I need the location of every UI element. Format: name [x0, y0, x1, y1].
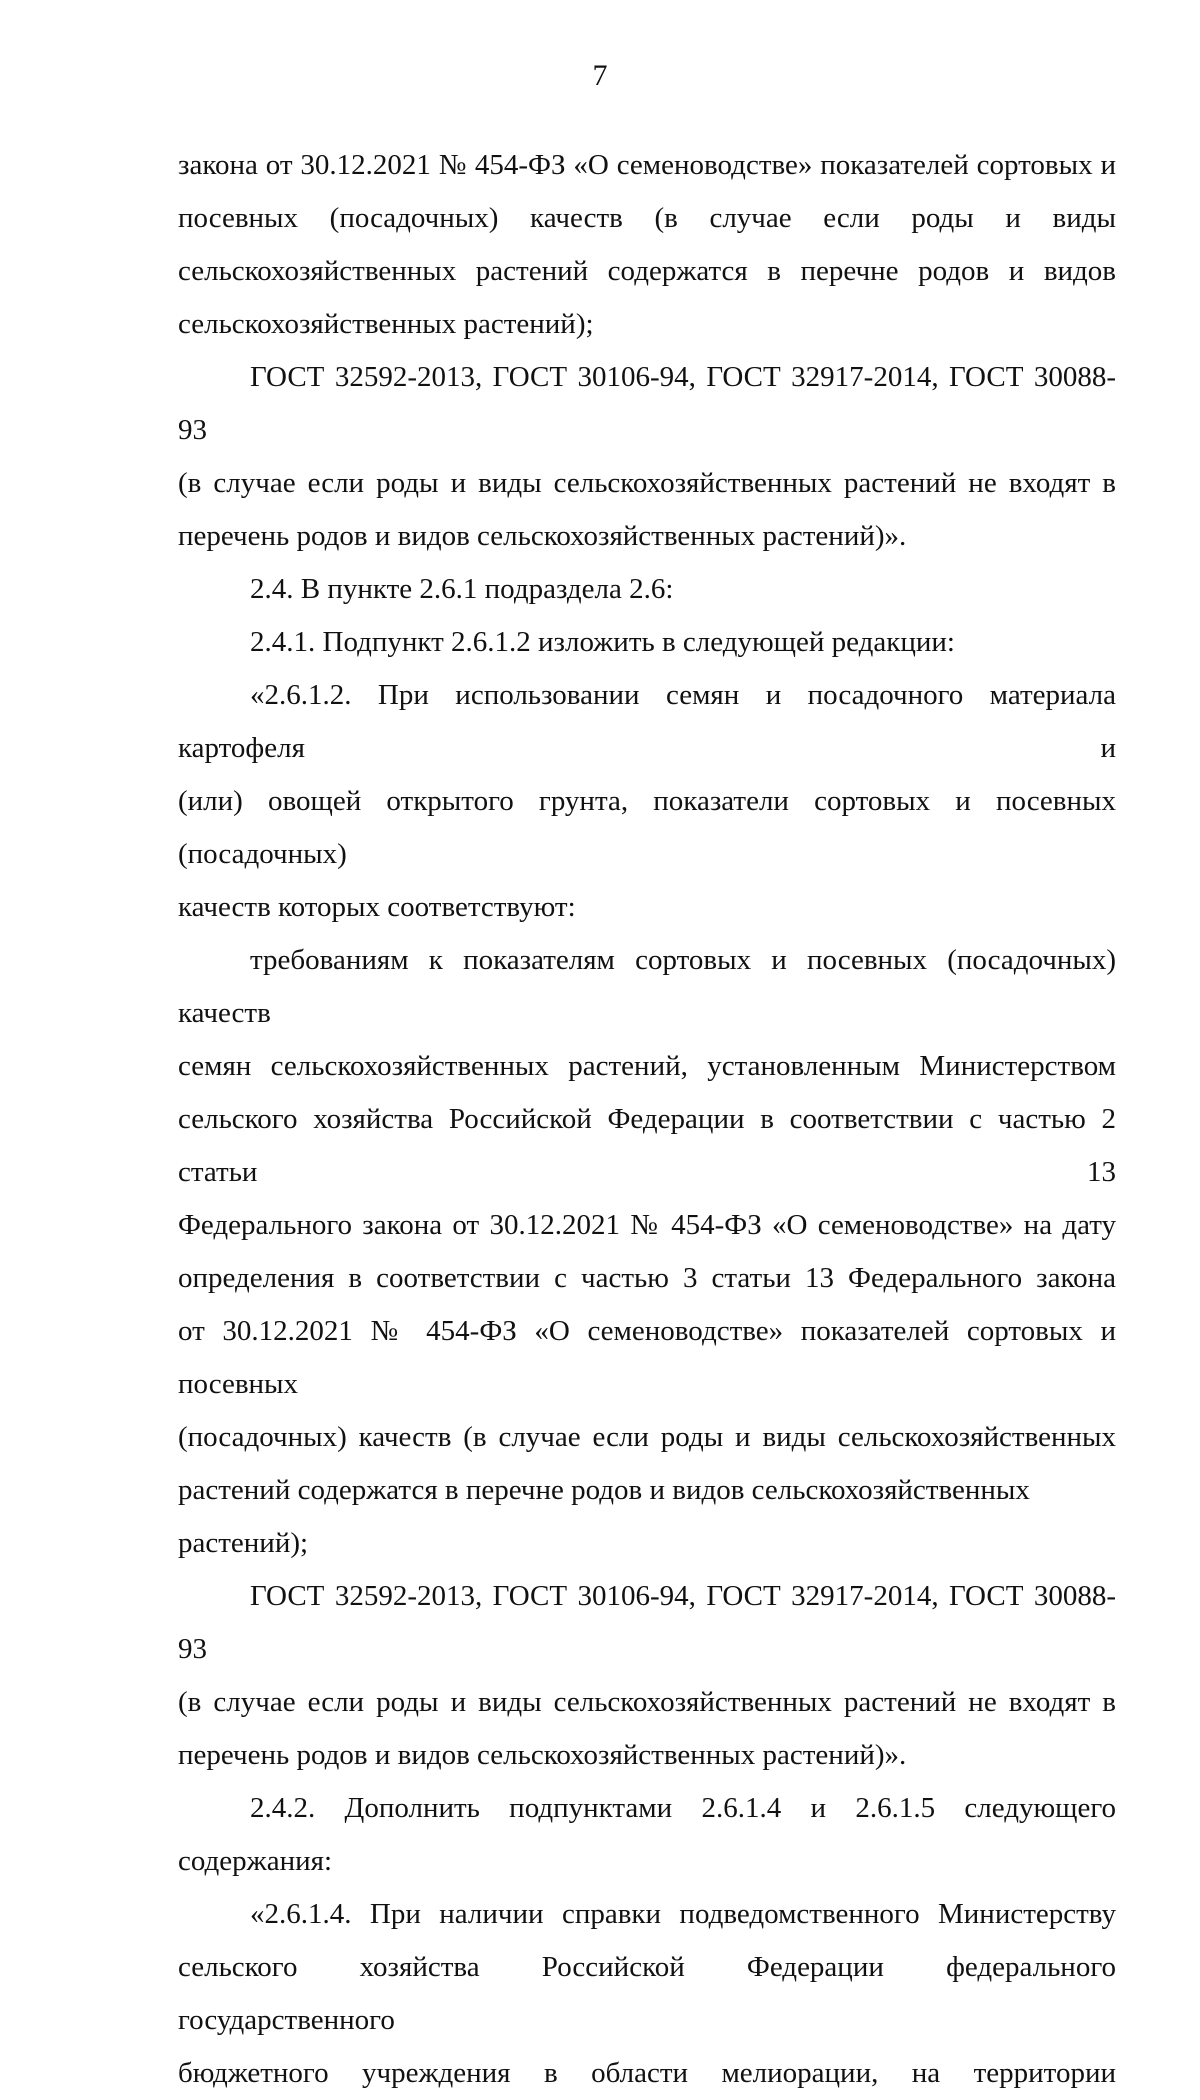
paragraph-3 — [178, 563, 1116, 616]
text-line: определения в соответствии с частью 3 статьи 13 Федерального закона — [178, 1262, 1116, 1294]
text-line: растений содержатся в перечне родов и видов сельскохозяйственных растений); — [178, 1474, 1030, 1559]
paragraph-1 — [178, 139, 1116, 351]
text-line: (или) овощей открытого грунта, показатели сортовых и посевных (посадочных) — [178, 785, 1116, 870]
text-line: «2.6.1.4. При наличии справки подведомственного Министерству — [250, 1898, 1116, 1930]
text-line: перечень родов и видов сельскохозяйственных растений)». — [178, 1739, 907, 1771]
text-line: сельского хозяйства Российской Федерации федерального государственного — [178, 1951, 1116, 2036]
text-line: 2.4.1. Подпункт 2.6.1.2 изложить в следующей редакции: — [250, 626, 955, 658]
text-line: содержания: — [178, 1845, 333, 1877]
text-line: сельскохозяйственных растений содержатся в перечне родов и видов — [178, 255, 1116, 287]
text-line: 2.4.2. Дополнить подпунктами 2.6.1.4 и 2.6.1.5 следующего — [250, 1792, 1116, 1824]
paragraph-4 — [178, 616, 1116, 669]
text-line: ГОСТ 32592-2013, ГОСТ 30106-94, ГОСТ 32917-2014, ГОСТ 30088-93 — [178, 361, 1116, 446]
text-line: закона от 30.12.2021 № 454-ФЗ «О семеноводстве» показателей сортовых и — [178, 149, 1116, 181]
text-line: качеств которых соответствуют: — [178, 891, 576, 923]
text-line: (в случае если роды и виды сельскохозяйственных растений не входят в — [178, 1686, 1116, 1718]
text-line: перечень родов и видов сельскохозяйственных растений)». — [178, 520, 907, 552]
paragraph-5 — [178, 669, 1116, 934]
page-number: 7 — [592, 59, 608, 92]
paragraph-9 — [178, 1888, 1116, 2100]
text-line: семян сельскохозяйственных растений, установленным Министерством — [178, 1050, 1116, 1082]
text-line: 2.4. В пункте 2.6.1 подраздела 2.6: — [250, 573, 674, 605]
text-line: бюджетного учреждения в области мелиорации, на территории — [178, 2057, 1116, 2089]
text-line: сельскохозяйственных растений); — [178, 308, 594, 340]
paragraph-6 — [178, 934, 1116, 1570]
text-line: «2.6.1.2. При использовании семян и посадочного материала картофеля и — [178, 679, 1116, 764]
text-line: от 30.12.2021 № 454-ФЗ «О семеноводстве» показателей сортовых и посевных — [178, 1315, 1116, 1400]
text-line: (в случае если роды и виды сельскохозяйственных растений не входят в — [178, 467, 1116, 499]
text-line: посевных (посадочных) качеств (в случае если роды и виды — [178, 202, 1116, 234]
paragraph-8 — [178, 1782, 1116, 1888]
paragraph-7 — [178, 1570, 1116, 1782]
text-line: (посадочных) качеств (в случае если роды и виды сельскохозяйственных — [178, 1421, 1116, 1453]
text-line: сельского хозяйства Российской Федерации в соответствии с частью 2 статьи 13 — [178, 1103, 1116, 1188]
document-body — [178, 139, 1116, 2100]
paragraph-2 — [178, 351, 1116, 563]
text-line: Федерального закона от 30.12.2021 № 454-ФЗ «О семеноводстве» на дату — [178, 1209, 1116, 1241]
text-line: ГОСТ 32592-2013, ГОСТ 30106-94, ГОСТ 32917-2014, ГОСТ 30088-93 — [178, 1580, 1116, 1665]
text-line: требованиям к показателям сортовых и посевных (посадочных) качеств — [178, 944, 1116, 1029]
